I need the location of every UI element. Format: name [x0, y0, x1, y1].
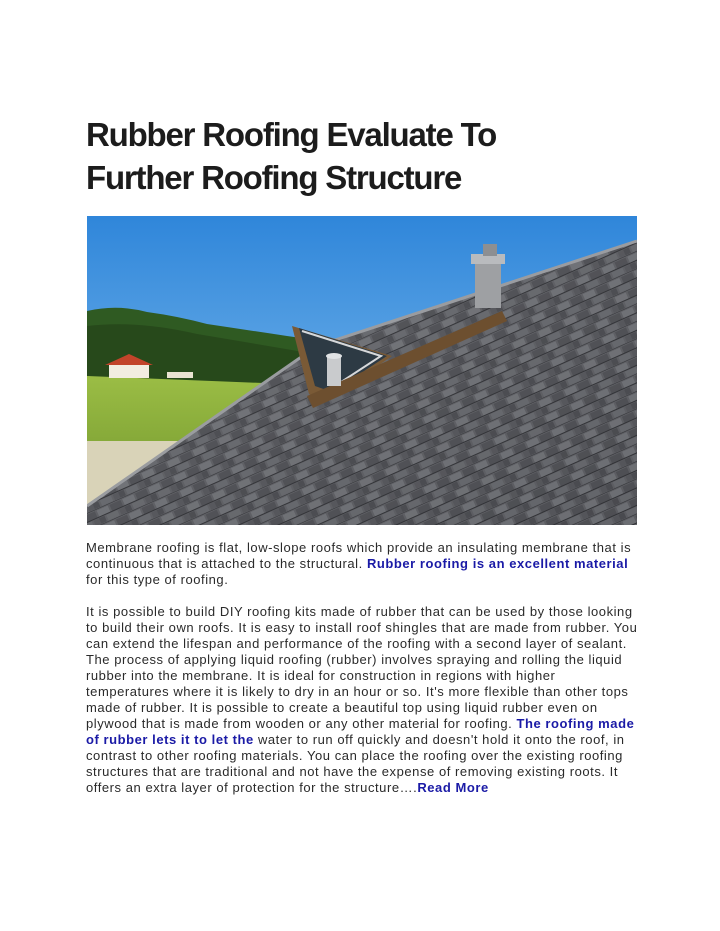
paragraph-intro-text: Membrane roofing is flat, low-slope roofs which provide an insulating membrane that is continuous that is attached to the structural. [86, 540, 632, 571]
title-line-2: Further Roofing Structure [86, 159, 462, 196]
rubber-roofing-link[interactable]: Rubber roofing is an excellent material [366, 556, 629, 571]
article-title [86, 113, 646, 199]
roof-photo [87, 216, 637, 525]
paragraph-intro [86, 540, 642, 588]
read-more-link[interactable]: Read More [417, 780, 489, 795]
paragraph-main-text: It is possible to build DIY roofing kits made of rubber that can be used by those looking to build their own roofs. It is easy to install roof shingles that are made from rubber. You can extend the lifespan and performance of the roofing with a second layer of sealant. The process of applying liquid roofing (rubber) involves spraying and rolling the liquid rubber into the membrane. It is ideal for construction in regions with higher temperatures where it is likely to dry in an hour or so. It's more flexible than other tops made of rubber. It is possible to create a beautiful top using liquid rubber even on plywood that is made from wooden or any other material for roofing. [86, 604, 638, 731]
paragraph-main [86, 604, 642, 796]
title-line-1: Rubber Roofing Evaluate To [86, 116, 497, 153]
roofing-made-of-rubber-link[interactable]: The roofing made of rubber lets it to let the [86, 716, 635, 747]
paragraph-intro-text-end: for this type of roofing. [86, 572, 229, 587]
paragraph-main-text-continued: water to run off quickly and doesn't hold it onto the roof, in contrast to other roofing materials. You can place the roofing over the existing roofing structures that are traditional and not have the expense of removing existing roots. It offers an extra layer of protection for the structure…. [86, 732, 625, 795]
